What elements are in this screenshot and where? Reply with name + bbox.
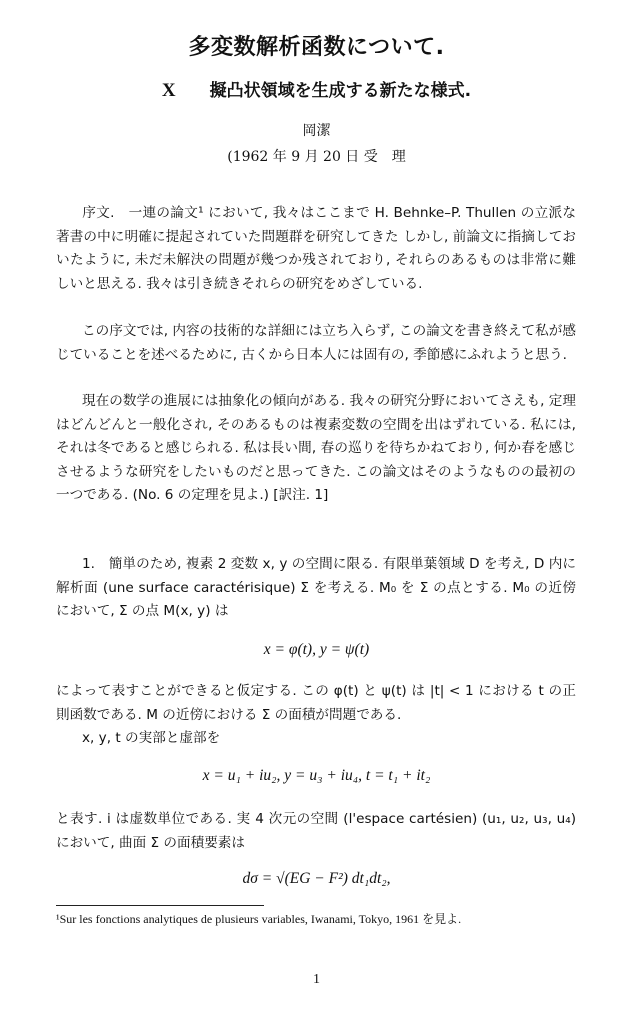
equation-2: x = u₁ + iu₂, y = u₃ + iu₄, t = t₁ + it₂ [202, 767, 431, 784]
preface-paragraph-1 [56, 202, 576, 296]
section1-paragraph-2 [56, 680, 576, 727]
subtitle-text: 擬凸状領域を生成する新たな様式. [209, 81, 472, 101]
preface-paragraph-3 [56, 390, 576, 508]
paper-subtitle [0, 76, 633, 102]
preface-paragraph-2 [56, 320, 576, 367]
section1-paragraph-1 [56, 553, 576, 624]
equation-3: dσ = √(EG − F²) dt₁dt₂, [242, 870, 391, 887]
received-date: (1962 年 9 月 20 日 受 理 [227, 149, 406, 165]
section1-paragraph-4 [56, 808, 576, 855]
footnote: ¹Sur les fonctions analytiques de plusieurs variables, Iwanami, Tokyo, 1961 を見よ. [56, 912, 462, 926]
preface-p3-text: 現在の数学の進展には抽象化の傾向がある. 我々の研究分野においてさえも, 定理はどんどんと一般化され, そのあるものは複素変数の空間を出はずれている. 私には, それは冬であると感じられる. 私は長い間, 春の巡りを待ちかねており, 何か春を感じさせるような研究をしたいものだと思ってきた. この論文はそのようなものの最初の一つである. (No. 6 の定理を見よ.) [訳注. 1] [56, 393, 576, 503]
preface-p2-text: この序文では, 内容の技術的な詳細には立ち入らず, この論文を書き終えて私が感じていることを述べるために, 古くから日本人には固有の, 季節感にふれようと思う. [56, 323, 576, 363]
preface-p1-text: 序文. 一連の論文¹ において, 我々はここまで H. Behnke–P. Thullen の立派な著書の中に明確に提起されていた問題群を研究してきた しかし, 前論文に指摘しておいたように, 未だ未解決の問題が幾つか残されており, それらのあるものは非常に難しいと思える. 我々は引き続きそれらの研究をめざしている. [56, 205, 576, 292]
page-number: 1 [313, 972, 320, 987]
section-number: X [161, 80, 176, 101]
section1-p4-text: と表す. i は虚数単位である. 実 4 次元の空間 (l'espace cartésien) (u₁, u₂, u₃, u₄) において, 曲面 Σ の面積要素は [56, 811, 576, 851]
author-name: 岡潔 [302, 123, 331, 139]
section1-p3-text: x, y, t の実部と虚部を [82, 730, 221, 746]
section1-p1-text: 1. 簡単のため, 複素 2 変数 x, y の空間に限る. 有限単葉領域 D を考え, D 内に解析面 (une surface caractérisique) Σ を考える. M₀ を Σ の点とする. M₀ の近傍において, Σ の点 M(x, y) は [56, 556, 576, 619]
section1-paragraph-3 [56, 727, 576, 751]
footnote-rule [56, 905, 264, 906]
equation-1: x = φ(t), y = ψ(t) [263, 641, 370, 658]
section1-p2-text: によって表すことができると仮定する. この φ(t) と ψ(t) は |t| < 1 における t の正則函数である. M の近傍における Σ の面積が問題である. [56, 683, 576, 723]
paper-title: 多変数解析函数について. [188, 35, 445, 60]
